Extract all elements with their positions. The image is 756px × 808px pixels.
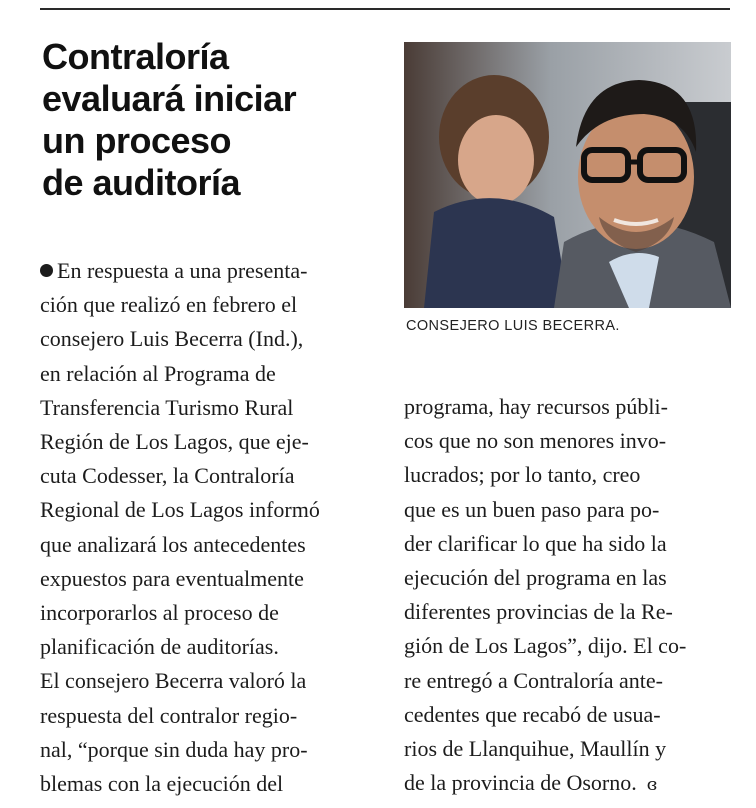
photo-caption: CONSEJERO LUIS BECERRA. <box>406 318 620 334</box>
article-line: gión de Los Lagos”, dijo. El co- <box>404 633 687 659</box>
article-line: incorporarlos al proceso de <box>40 600 279 626</box>
article-line: re entregó a Contraloría ante- <box>404 667 663 693</box>
top-rule <box>40 8 730 10</box>
headline-line: de auditoría <box>42 162 241 203</box>
article-line: cedentes que recabó de usua- <box>404 701 661 727</box>
article-line: Región de Los Lagos, que eje- <box>40 429 309 455</box>
headline-line: evaluará iniciar <box>42 78 297 119</box>
article-column-left <box>40 254 370 801</box>
article-line: El consejero Becerra valoró la <box>40 668 307 694</box>
article-line: expuestos para eventualmente <box>40 565 304 591</box>
article-line: que es un buen paso para po- <box>404 496 660 522</box>
article-line: ción que realizó en febrero el <box>40 292 298 318</box>
headline <box>42 36 382 204</box>
article-line: programa, hay recursos públi- <box>404 394 668 419</box>
article-line: que analizará los antecedentes <box>40 531 306 557</box>
article-line: En respuesta a una presenta- <box>40 254 370 288</box>
headline-line: un proceso <box>42 120 232 161</box>
article-column-right <box>404 390 734 802</box>
article-line: Transferencia Turismo Rural <box>40 394 294 420</box>
article-line: consejero Luis Becerra (Ind.), <box>40 326 304 352</box>
article-line: cos que no son menores invo- <box>404 428 667 454</box>
article-line: der clarificar lo que ha sido la <box>404 530 667 556</box>
photo-consejero <box>404 42 731 308</box>
article-line: planificación de auditorías. <box>40 634 279 660</box>
article-line: respuesta del contralor regio- <box>40 702 298 728</box>
article-line: en relación al Programa de <box>40 360 276 386</box>
end-mark-icon: ɞ <box>646 775 658 796</box>
article-line: de la provincia de Osorno. ɞ <box>404 766 734 802</box>
article-line: lucrados; por lo tanto, creo <box>404 462 641 488</box>
article-line: cuta Codesser, la Contraloría <box>40 463 295 489</box>
article-line: blemas con la ejecución del <box>40 771 284 797</box>
article-line: diferentes provincias de la Re- <box>404 599 673 625</box>
headline-line: Contraloría <box>42 36 229 77</box>
article-line: rios de Llanquihue, Maullín y <box>404 736 667 762</box>
bullet-icon <box>40 264 53 277</box>
article-line: Regional de Los Lagos informó <box>40 497 320 523</box>
article-line: nal, “porque sin duda hay pro- <box>40 736 308 762</box>
article-line: ejecución del programa en las <box>404 565 667 591</box>
